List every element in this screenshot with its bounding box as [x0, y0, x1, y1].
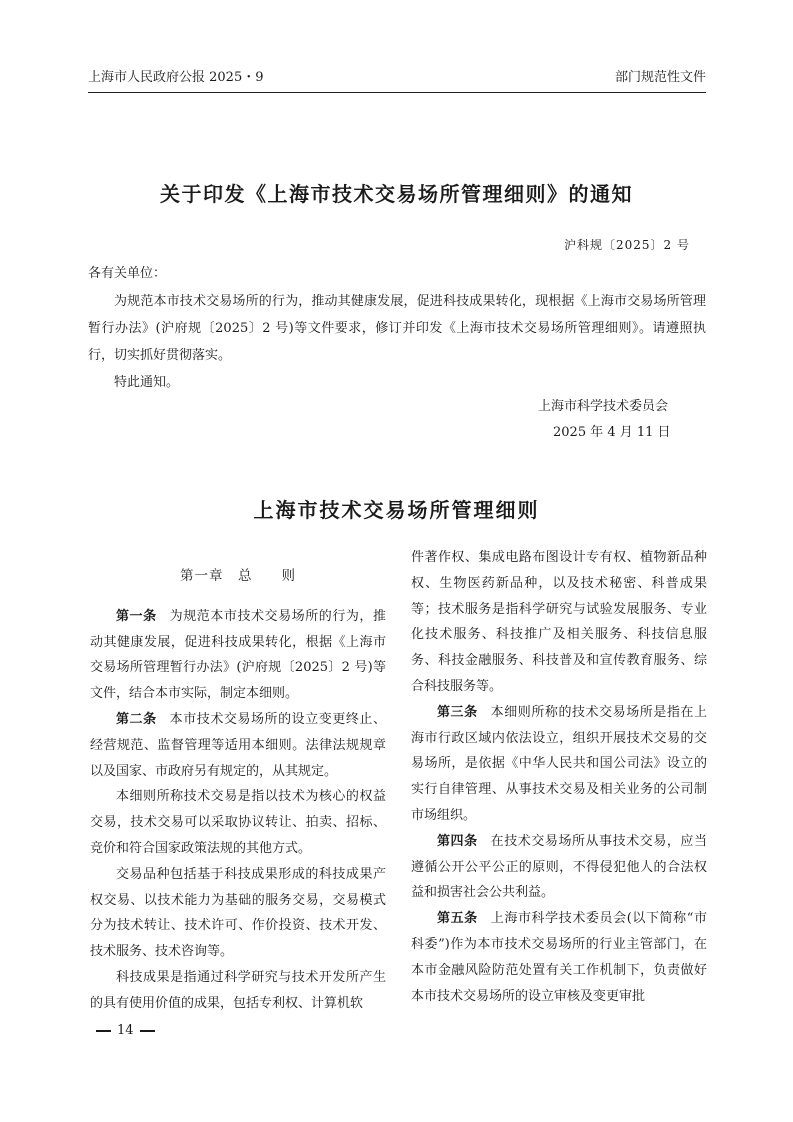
article-label: 第三条 [437, 704, 478, 720]
article-text: 本市技术交易场所的设立变更终止、经营规范、监督管理等适用本细则。法律法规规章以及国家、市政府另有规定的，从其规定。 [90, 711, 386, 779]
article-text: 为规范本市技术交易场所的行为，推动其健康发展，促进科技成果转化，根据《上海市交易场所管理暂行办法》(沪府规〔2025〕2 号)等文件，结合本市实际，制定本细则。 [90, 608, 386, 702]
article-5 [411, 906, 707, 1009]
article-label: 第二条 [116, 711, 157, 727]
chapter-heading: 第一章 总 则 [180, 568, 296, 584]
section-name: 部门规范性文件 [614, 70, 706, 85]
running-header [88, 62, 706, 93]
publication-name: 上海市人民政府公报 2025・9 [88, 70, 264, 85]
article-4 [411, 829, 707, 906]
notice-title: 关于印发《上海市技术交易场所管理细则》的通知 [160, 182, 633, 206]
document-number: 沪科规〔2025〕2 号 [564, 238, 690, 252]
right-column [411, 545, 707, 1009]
signer: 上海市科学技术委员会 [538, 399, 669, 414]
article-2-paragraph: 交易品种包括基于科技成果形成的科技成果产权交易、以技术能力为基础的服务交易，交易模式分为技术转让、技术许可、作价投资、技术开发、技术服务、技术咨询等。 [90, 866, 386, 960]
article-2-paragraph: 科技成果是指通过科学研究与技术开发所产生的具有使用价值的成果，包括专利权、计算机软 [90, 969, 386, 1011]
article-label: 第四条 [437, 833, 478, 849]
sign-date: 2025 年 4 月 11 日 [553, 425, 671, 440]
left-column [90, 564, 386, 1017]
rules-title: 上海市技术交易场所管理细则 [253, 498, 540, 522]
notice-body [88, 288, 706, 396]
dash-left [96, 1030, 111, 1032]
article-3 [411, 700, 707, 829]
dash-right [140, 1030, 155, 1032]
article-label: 第五条 [437, 911, 478, 927]
page-number [90, 1023, 161, 1038]
article-2-paragraph: 本细则所称技术交易是指以技术为核心的权益交易，技术交易可以采取协议转让、拍卖、招标、竞价和符合国家政策法规的其他方式。 [90, 789, 386, 856]
page-number-text: 14 [117, 1023, 134, 1038]
article-text: 本细则所称的技术交易场所是指在上海市行政区域内依法设立，组织开展技术交易的交易场所，是依据《中华人民共和国公司法》设立的实行自律管理、从事技术交易及相关业务的公司制市场组织。 [411, 704, 707, 823]
article-2 [90, 707, 386, 784]
article-text: 上海市科学技术委员会(以下简称“市科委”)作为本市技术交易场所的行业主管部门，在本市金融风险防范处置有关工作机制下，负责做好本市技术交易场所的设立审核及变更审批 [411, 911, 707, 1004]
article-1 [90, 604, 386, 707]
salutation: 各有关单位： [88, 266, 167, 281]
article-text: 在技术交易场所从事技术交易，应当遵循公开公平公正的原则，不得侵犯他人的合法权益和损害社会公共利益。 [411, 833, 707, 901]
notice-closing: 特此通知。 [114, 375, 180, 390]
article-label: 第一条 [116, 608, 157, 624]
continued-paragraph: 件著作权、集成电路布图设计专有权、植物新品种权、生物医药新品种，以及技术秘密、科普成果等；技术服务是指科学研究与试验发展服务、专业化技术服务、科技推广及相关服务、科技信息服务、科技金融服务、科技普及和宣传教育服务、综合科技服务等。 [411, 550, 707, 694]
notice-paragraph: 为规范本市技术交易场所的行为，推动其健康发展，促进科技成果转化，现根据《上海市交易场所管理暂行办法》(沪府规〔2025〕2 号)等文件要求，修订并印发《上海市技术交易场所管理细则》。请遵照执行，切实抓好贯彻落实。 [88, 294, 706, 363]
